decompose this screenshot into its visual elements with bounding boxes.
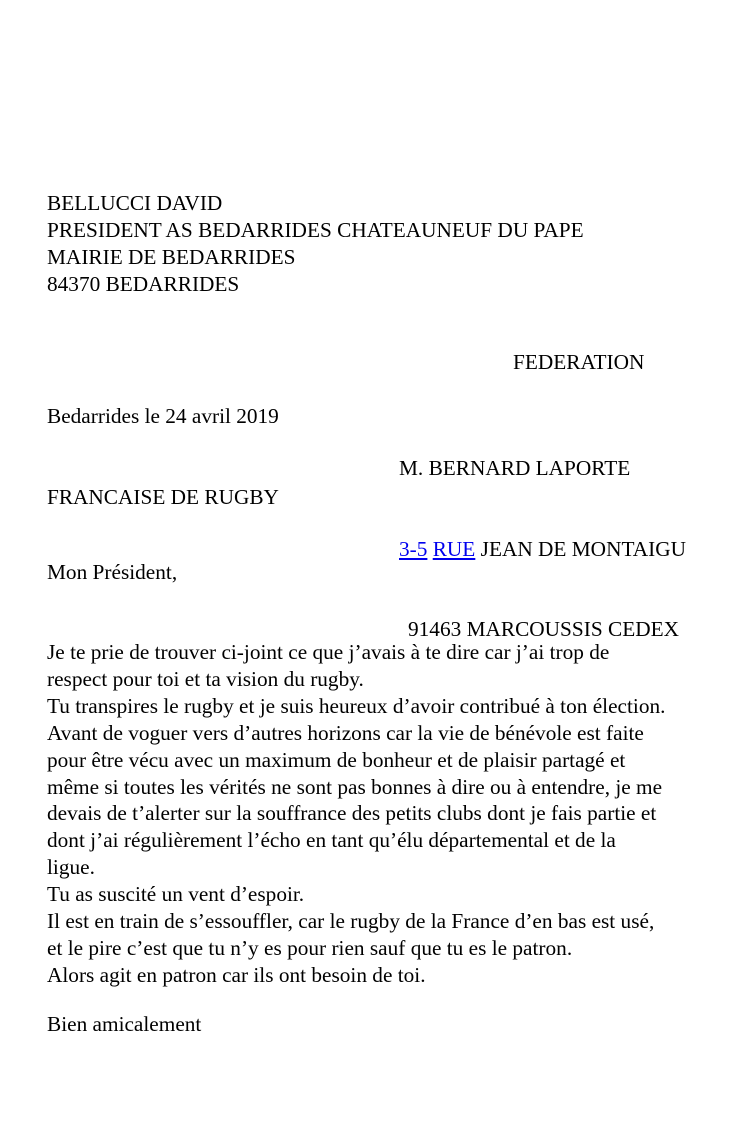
recipient-city: 91463 MARCOUSSIS CEDEX — [408, 617, 679, 642]
body-line: pour être vécu avec un maximum de bonheur et de plaisir partagé et — [47, 747, 626, 772]
salutation: Mon Président, — [47, 560, 178, 584]
body-line: Avant de voguer vers d’autres horizons car la vie de bénévole est faite — [47, 720, 644, 745]
street-number-link[interactable]: 3-5 — [399, 536, 428, 561]
recipient-street — [399, 536, 686, 563]
sender-line: PRESIDENT AS BEDARRIDES CHATEAUNEUF DU PAPE — [47, 217, 584, 242]
recipient-name: M. BERNARD LAPORTE — [399, 455, 631, 480]
sender-line: BELLUCCI DAVID — [47, 191, 223, 215]
body-line: Tu transpires le rugby et je suis heureux d’avoir contribué à ton élection. — [47, 693, 666, 718]
street-word-link[interactable]: RUE — [432, 536, 476, 561]
sender-block — [47, 190, 584, 298]
body-line: ligue. — [47, 855, 95, 880]
body-line: devais de t’alerter sur la souffrance des petits clubs dont je fais partie et — [47, 801, 657, 826]
body-line: et le pire c’est que tu n’y es pour rien sauf que tu es le patron. — [47, 935, 573, 960]
body-line: même si toutes les vérités ne sont pas bonnes à dire ou à entendre, je me — [47, 774, 663, 799]
body-line: Il est en train de s’essouffler, car le rugby de la France d’en bas est usé, — [47, 909, 655, 934]
body-line: dont j’ai régulièrement l’écho en tant qu’élu départemental et de la — [47, 828, 616, 853]
place-and-date: Bedarrides le 24 avril 2019 — [47, 403, 279, 428]
letter-body — [47, 639, 665, 989]
sender-line: MAIRIE DE BEDARRIDES — [47, 244, 296, 269]
body-line: Tu as suscité un vent d’espoir. — [47, 882, 305, 907]
organisation-name-line2: FRANCAISE DE RUGBY — [47, 484, 279, 509]
body-line: respect pour toi et ta vision du rugby. — [47, 666, 364, 691]
body-line: Alors agit en patron car ils ont besoin de toi. — [47, 962, 426, 987]
sender-line: 84370 BEDARRIDES — [47, 271, 240, 296]
closing: Bien amicalement — [47, 1012, 202, 1036]
organisation-name-line1: FEDERATION — [513, 350, 645, 374]
street-rest: JEAN DE MONTAIGU — [480, 536, 686, 561]
body-line: Je te prie de trouver ci-joint ce que j’avais à te dire car j’ai trop de — [47, 640, 610, 664]
